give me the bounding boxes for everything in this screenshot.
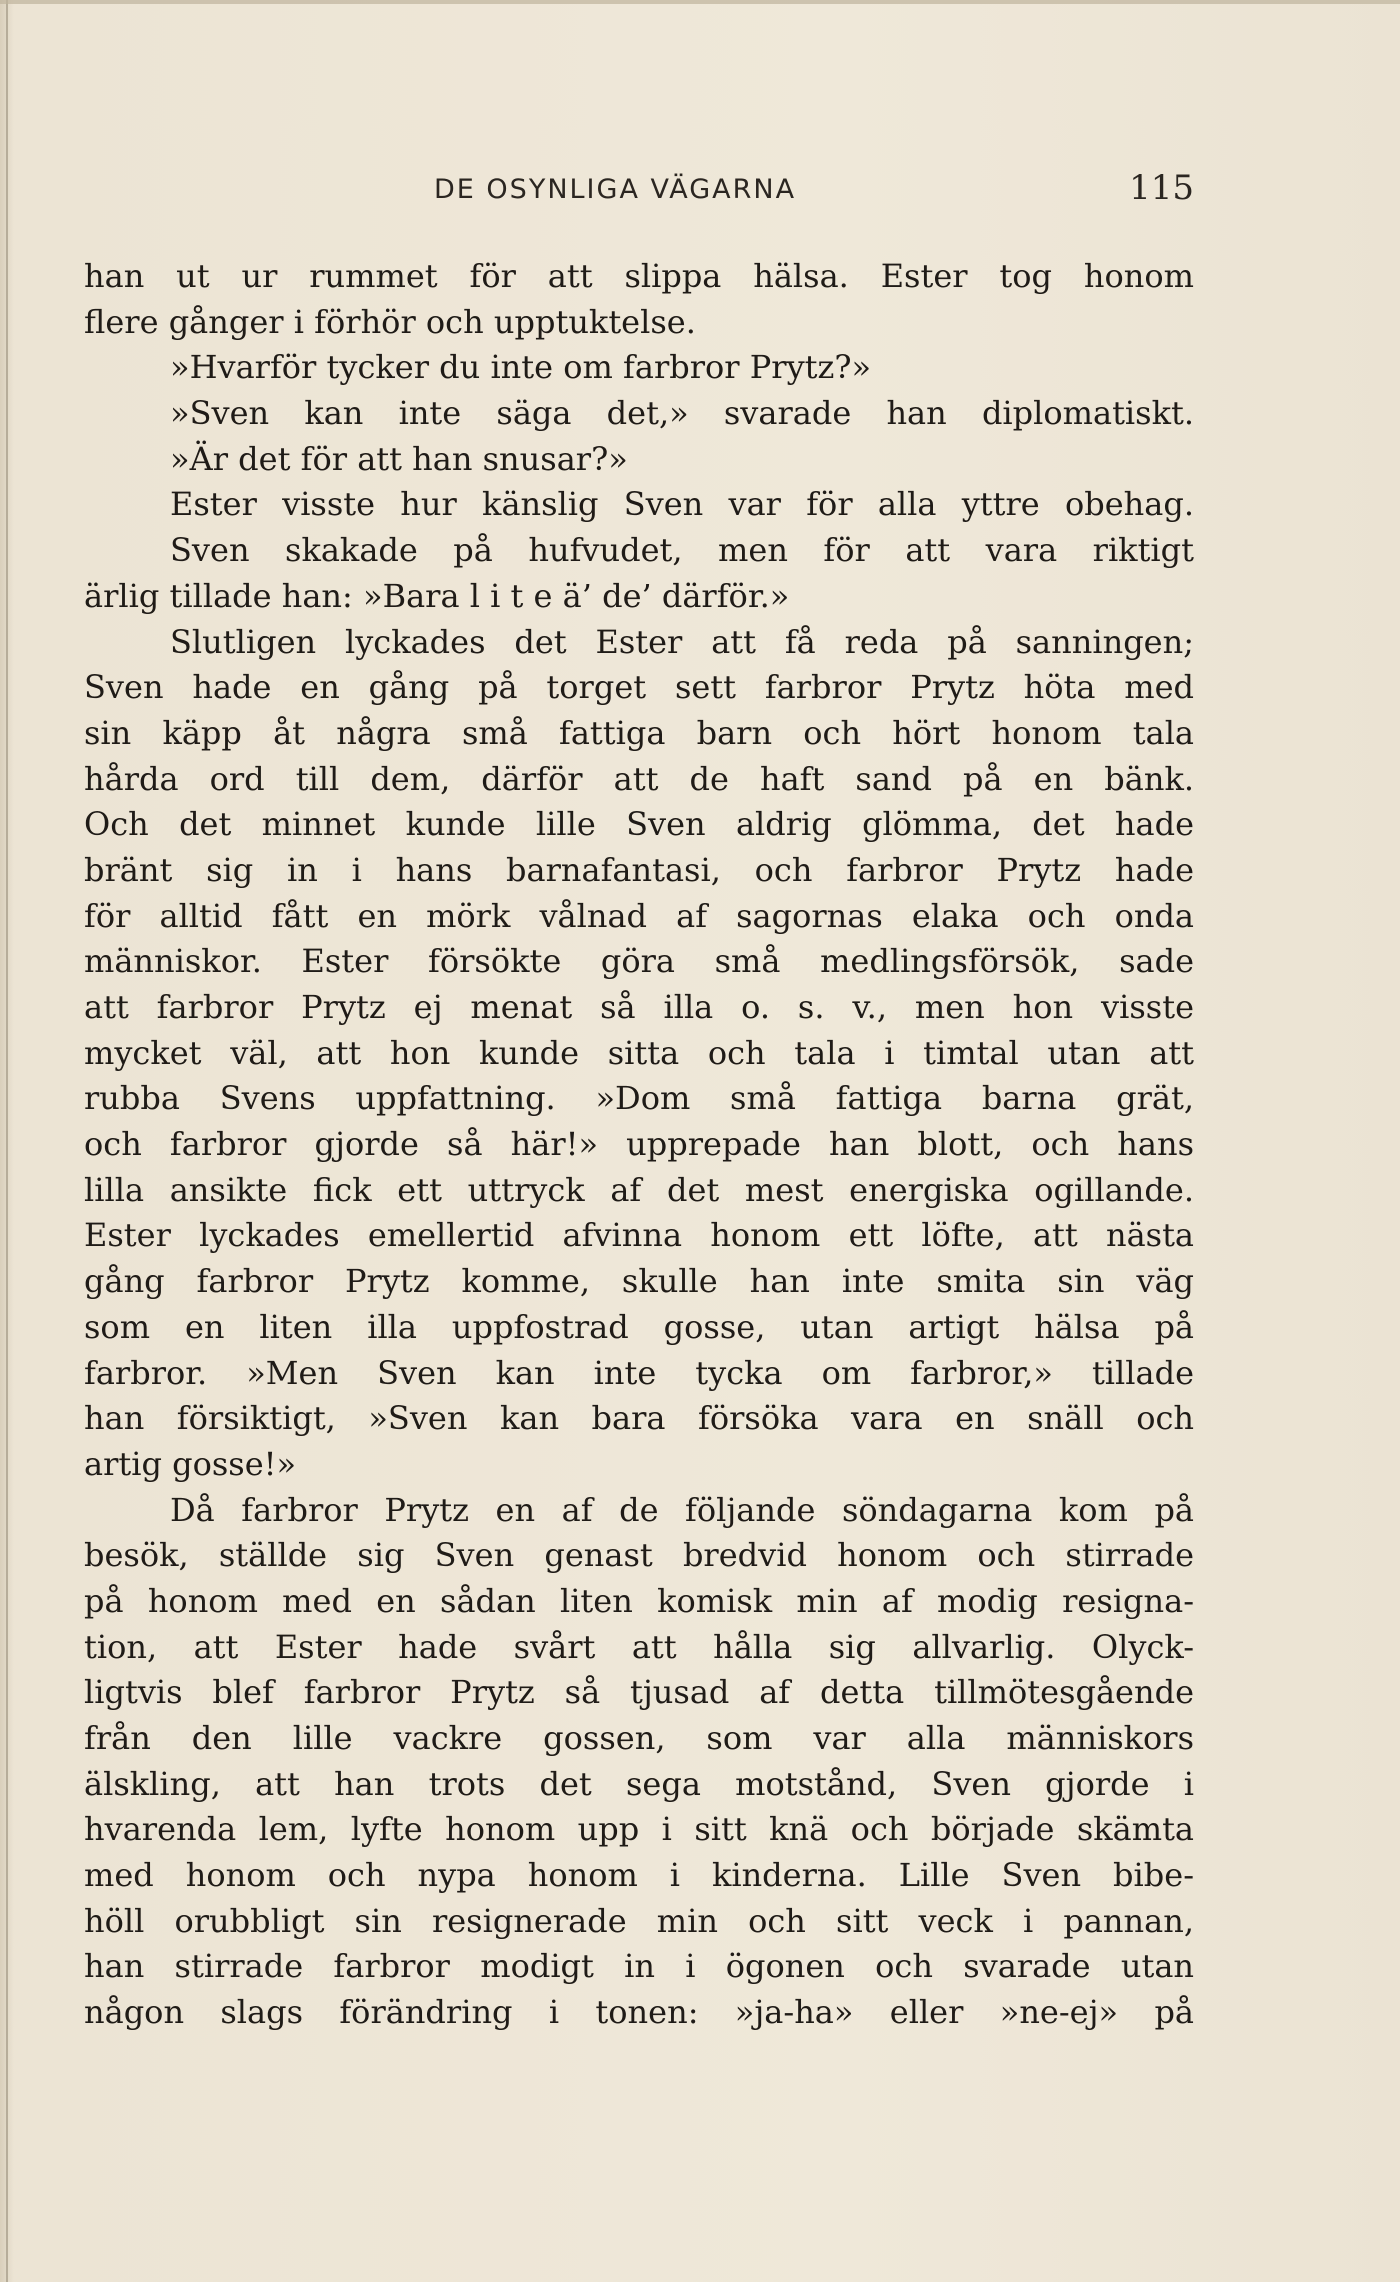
text-line: »Sven kan inte säga det,» svarade han diplomatiskt.	[170, 394, 1194, 433]
text-line: på honom med en sådan liten komisk min af modig resigna-	[84, 1581, 1194, 1620]
text-line: ärlig tillade han: »Bara l i t e ä’ de’ därför.»	[84, 576, 790, 615]
page-header	[84, 168, 1194, 218]
page-left-edge	[6, 0, 8, 2282]
text-line: han stirrade farbror modigt in i ögonen och svarade utan	[84, 1947, 1194, 1986]
text-line: mycket väl, att hon kunde sitta och tala i timtal utan att	[84, 1033, 1194, 1072]
text-line: och farbror gjorde så här!» upprepade han blott, och hans	[84, 1125, 1194, 1164]
text-line: lilla ansikte fick ett uttryck af det mest energiska ogillande.	[84, 1170, 1194, 1209]
text-line: Ester lyckades emellertid afvinna honom ett löfte, att nästa	[84, 1216, 1194, 1255]
text-line: Och det minnet kunde lille Sven aldrig glömma, det hade	[84, 805, 1194, 844]
text-line: hvarenda lem, lyfte honom upp i sitt knä och började skämta	[84, 1810, 1194, 1849]
text-line: tion, att Ester hade svårt att hålla sig allvarlig. Olyck-	[84, 1627, 1194, 1666]
text-line: ligtvis blef farbror Prytz så tjusad af detta tillmötesgående	[84, 1673, 1194, 1712]
page-number: 115	[1129, 168, 1194, 208]
body-text	[84, 254, 1194, 2036]
text-line: sin käpp åt några små fattiga barn och hört honom tala	[84, 713, 1194, 752]
text-line: Sven hade en gång på torget sett farbror Prytz höta med	[84, 668, 1194, 707]
text-line: flere gånger i förhör och upptuktelse.	[84, 302, 696, 341]
text-line: hårda ord till dem, därför att de haft sand på en bänk.	[84, 759, 1194, 798]
running-title: DE OSYNLIGA VÄGARNA	[434, 174, 797, 205]
text-line: bränt sig in i hans barnafantasi, och farbror Prytz hade	[84, 850, 1194, 889]
text-line: artig gosse!»	[84, 1444, 297, 1483]
text-line: Sven skakade på hufvudet, men för att vara riktigt	[170, 531, 1194, 570]
text-line: gång farbror Prytz komme, skulle han inte smita sin väg	[84, 1262, 1194, 1301]
text-line: Slutligen lyckades det Ester att få reda på sanningen;	[170, 622, 1194, 661]
text-line: höll orubbligt sin resignerade min och sitt veck i pannan,	[84, 1901, 1194, 1940]
text-line: han försiktigt, »Sven kan bara försöka vara en snäll och	[84, 1399, 1194, 1438]
text-line: älskling, att han trots det sega motstånd, Sven gjorde i	[84, 1764, 1194, 1803]
text-line: Då farbror Prytz en af de följande söndagarna kom på	[170, 1490, 1194, 1529]
text-line: rubba Svens uppfattning. »Dom små fattiga barna grät,	[84, 1079, 1194, 1118]
text-line: farbror. »Men Sven kan inte tycka om farbror,» tillade	[84, 1353, 1194, 1392]
text-line: som en liten illa uppfostrad gosse, utan artigt hälsa på	[84, 1307, 1194, 1346]
text-line: människor. Ester försökte göra små medlingsförsök, sade	[84, 942, 1194, 981]
text-line: Ester visste hur känslig Sven var för alla yttre obehag.	[170, 485, 1194, 524]
text-line: besök, ställde sig Sven genast bredvid honom och stirrade	[84, 1536, 1194, 1575]
page-top-edge	[0, 0, 1400, 4]
text-line: från den lille vackre gossen, som var alla människors	[84, 1719, 1194, 1757]
text-line: för alltid fått en mörk vålnad af sagornas elaka och onda	[84, 896, 1194, 935]
text-line: att farbror Prytz ej menat så illa o. s. v., men hon visste	[84, 988, 1194, 1026]
text-line: med honom och nypa honom i kinderna. Lille Sven bibe-	[84, 1856, 1194, 1895]
text-line: »Hvarför tycker du inte om farbror Prytz?»	[170, 348, 872, 387]
text-line: han ut ur rummet för att slippa hälsa. Ester tog honom	[84, 257, 1194, 295]
text-line: någon slags förändring i tonen: »ja-ha» eller »ne-ej» på	[84, 1993, 1194, 2032]
text-line: »Är det för att han snusar?»	[170, 439, 628, 478]
